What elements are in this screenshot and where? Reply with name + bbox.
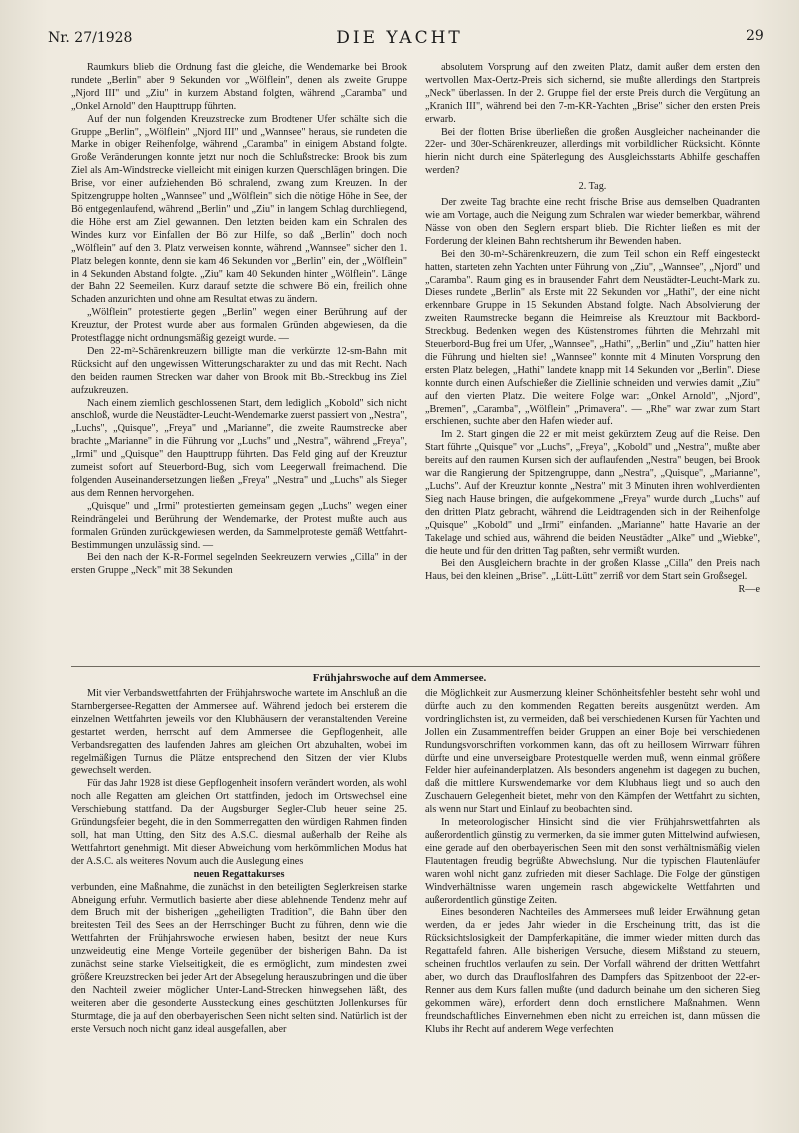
paragraph: verbunden, eine Maßnahme, die zunächst in den beteiligten Seglerkreisen starke Abneigung erfuhr. Vermutlich basierte aber diese ablehnende Tendenz mehr auf dem Bruch mit der bisherigen „geheiligten Tradition", die Bahn über den breitesten Teil des Sees an der Herrschinger Bucht zu führen, denn wie die Wettfahrten der Frühjahrswoche erwiesen haben, besitzt der neue Kurs unzweideutig eine Menge Vorteile gegenüber der bisherigen Bahn. Da ist zunächst seine starke Vielseitigkeit, die es ermöglicht, zum mindesten zwei größere Kreuzstrecken bei jeder Art der Absegelung herauszubringen und die über den Nachteil zweier möglicher Unter-Land-Strecken hinwegsehen läßt, des weiteren aber die gesonderte Aussteckung eines geschützten Jollenkurses für Sturmtage, die ja auf den oberbayerischen Seen nicht selten sind. Natürlich ist der erste Versuch noch nicht ganz ideal ausgefallen, aber — [71, 881, 407, 1035]
paragraph: Der zweite Tag brachte eine recht frische Brise aus demselben Quadranten wie am Vortage, auch die Neigung zum Schralen war wieder bemerkbar, während Nässe von oben den Seglern erspart blieb. Die Richter ließen es mit der Forderung der kleinen Bahn rechtsherum ihr Bewenden haben. — [425, 197, 760, 247]
paragraph: „Wölflein" protestierte gegen „Berlin" wegen einer Berührung auf der Kreuztur, der Protest wurde aber aus formalen Gründen abgewiesen, da die Protestflagge nicht ordnungsmäßig gezeigt wurde. — — [71, 307, 407, 345]
section-divider — [71, 666, 760, 667]
paragraph: Bei den 30-m²-Schärenkreuzern, die zum Teil schon ein Reff eingesteckt hatten, starteten zehn Yachten unter Führung von „Ziu", „Wannsee", „Njord" und „Caramba". Raum ging es in brausender Fahrt dem Neustädter-Leucht-Mark zu. Dieses rundete „Berlin" als Erste mit 22 Sekunden vor „Hathi", der eine nicht erkennbare Gruppe in 15 Sekunden Abstand folgte. Nach Absolvierung der zweiten Raumstrecke begann die Heimreise als Kreuztour mit Backbord-Streckbug. Bedenken wegen des Küstenstromes führten die Mehrzahl mit Steuerbord-Bug frei um Ufer, „Wannsee", „Hathi", „Berlin" und „Ziu" hatten hier die Führung und hielten sie! „Wannsee" konnte mit 4 Minuten Vorsprung den ersten Platz belegen, „Hathi" landete knapp mit 14 Sekunden vor „Berlin". Diese konnte durch einen Aufschießer die Ziellinie schneiden und verwies damit „Ziu" auf den vierten Platz. Die weitere Folge war: „Onkel Arnold", „Njord", „Bremen", „Caramba", „Wölflein" „Primavera". — „Rhe" war zwar zum Start erschienen, suchte aber den Hafen wieder auf. — [425, 248, 760, 428]
paragraph: Den 22-m²-Schärenkreuzern billigte man die verkürzte 12-sm-Bahn mit Rücksicht auf den ungewissen Witterungscharakter zu und das mit Recht. Nach den beiden raumen Strecken war daher von Brook mit Bb.-Streckbug ins Ziel aufzukreuzen. — [71, 345, 407, 396]
paragraph: die Möglichkeit zur Ausmerzung kleiner Schönheitsfehler besteht sehr wohl und dürfte auch zu den kommenden Regatten bereits ausgenützt werden. Am vordringlichsten ist, zu vermeiden, daß bei verschiedenen Kursen für Yachten und Jollen ein Zusammentreffen beider Gruppen an einer Boje bei verschiedenen Rundungsvorschriften vorkommen kann, das oft zu heillosem Wirrwarr führen dürfte und eine unverseigbare Protestquelle werden muß, wenn einmal größere Felder hier aufeinanderplatzen. Als besonders angenehm ist dagegen zu buchen, daß die mittlere Kurswendemarke vor dem Klubhaus liegt und so auch den Zuschauern Gelegenheit bietet, mehr von den Kämpfen der Wettfahrt zu sichten, als wenn nur Start und Einlauf zu beobachten sind. — [425, 688, 760, 816]
subheading-new-regatta-course: neuen Regattakurses — [193, 868, 285, 880]
paragraph: absolutem Vorsprung auf den zweiten Platz, damit außer dem ersten den wertvollen Max-Oertz-Preis sich sichernd, sie mußte allerdings den Startpreis „Neck" überlassen. In der 2. Gruppe fiel der erste Preis durch die Vergütung an „Kranich III", während bei den 7-m-KR-Yachten „Brise" sicher den ersten Preis erwarb. — [425, 62, 760, 125]
paragraph: Mit vier Verbandswettfahrten der Frühjahrswoche wartete im Anschluß an die Starnbergersee-Regatten der Ammersee auf. Während jedoch bei ersterem die einzelnen Wettfahrten jeweils vor den Klubhäusern der veranstaltenden Vereine gestartet werden, herrscht auf dem Ammersee die Gepflogenheit, alle Verbandsregatten des laufenden Jahres am gleichen Ort abzuhalten, wobei im regelmäßigen Turnus die Plätze entsprechend den Sitzen der vier Klubs gewechselt werden. — [71, 688, 407, 777]
paragraph: Nach einem ziemlich geschlossenen Start, dem lediglich „Kobold" sich nicht anschloß, wurde die Neustädter-Leucht-Wendemarke zuerst passiert von „Nestra", „Luchs", „Quisque", „Freya" und „Marianne", die zweite Raumstrecke aber brachte „Marianne" in die Führung vor „Luchs" und „Nestra", während „Freya", „Irmi" und „Quisque" den Haupttrupp führten. Das Feld ging auf der Kreuztur zumeist sofort auf Steuerbord-Bug, sich vom Leegerwall freimachend. Die folgenden Auseinandersetzungen ließen „Freya" „Nestra" und „Luchs" als Sieger aus dem Rennen hervorgehen. — [71, 397, 407, 499]
issue-number: Nr. 27/1928 — [48, 30, 133, 46]
column-1-race-report — [71, 62, 407, 668]
section-heading-day-2: 2. Tag. — [578, 181, 607, 193]
paragraph: Bei den nach der K-R-Formel segelnden Seekreuzern verwies „Cilla" in der ersten Gruppe „Neck" mit 38 Sekunden — [71, 552, 407, 577]
paragraph: „Quisque" und „Irmi" protestierten gemeinsam gegen „Luchs" wegen einer Reindrängelei und Berührung der Wendemarke, der Protest mußte auch aus formalen Gründen zurückgewiesen werden, da Sammelproteste gemäß Wettfahrt-Bestimmungen unzulässig sind. — — [71, 500, 407, 551]
paragraph: Auf der nun folgenden Kreuzstrecke zum Brodtener Ufer schälte sich die Gruppe „Berlin", „Wölflein" „Njord III" und „Wannsee" heraus, sie rundeten die Marke in obiger Reihenfolge, während „Caramba" in einigem Abstand folgte. Große Veränderungen konnte jetzt nur noch die Schlußstrecke: Brook bis zum Ziel als Am-Windstrecke vielleicht mit einigen kurzen Querschlägen bringen. Die Brise, vor einer aufziehenden Bö schralend, zwang zum Kreuzen. In der Spitzengruppe holten „Wannsee" und „Wölflein" sich die nötige Höhe in See, der Bö entgegenlaufend, während „Berlin" und „Ziu" in langem Schlag durchliegend, die Höhe erst am Ziel gewannen. Den letzten beiden kam ein Schralen des Windes kurz vor Einfallen der Bö zur Hilfe, so daß „Berlin" doch noch „Wölflein" auf den 3. Platz verweisen konnte, während „Wannsee" sicher den 1. Platz belegen konnte, denn sie kam 46 Sekunden vor „Berlin" ein, der „Wölflein" in 4 Sekunden Abstand folgte. „Ziu" kam 40 Sekunden hinter „Wölflein". Länge der Bahn 22 Seemeilen. Kurz darauf setzte die schwere Bö ein, freilich ohne Schaden anzurichten und ohne am Resultat etwas zu ändern. — [71, 113, 407, 306]
author-signature: R—e — [738, 584, 760, 596]
page-number: 29 — [746, 28, 764, 44]
article-title: Frühjahrswoche auf dem Ammersee. — [312, 672, 487, 684]
paragraph: In meteorologischer Hinsicht sind die vier Frühjahrswettfahrten als außerordentlich günstig zu vermerken, da sie immer guten Mittelwind aufwiesen, eine gerade auf den oberbayerischen Seen mit den sonst verhältnismäßig vielen Flautentagen freudig begrüßte Abwechslung. Nur die typischen Flautenläufer waren wohl nicht ganz zufrieden mit dieser Sachlage. Die Folge der günstigen Windverhältnisse waren ungemein rasch abgewickelte Wettfahrten und außerordentlich günstige Zeiten. — [425, 817, 760, 906]
column-2-race-report — [425, 62, 760, 668]
paragraph: Eines besonderen Nachteiles des Ammersees muß leider Erwähnung getan werden, da er jedes Jahr wieder in die Erscheinung tritt, das ist die Rücksichtslosigkeit der Dampferkapitäne, die immer wieder mitten durch das Regattafeld fahren. Alle bisherigen Versuche, diesem Mißstand zu steuern, scheinen fruchtlos verlaufen zu sein. Der Vorfall während der dritten Wettfahrt aber, wo durch das Draufloslfahren des Dampfers das Spitzenboot der 22-er-Renner aus dem Kurs fallen mußte (und dadurch beinahe um den sicheren Sieg gekommen wäre), erfordert denn doch ernstlichere Maßnahmen. Wenn freundschaftliches Einvernehmen eben nicht zu erreichen ist, dann müssen die Klubs ihr Recht auf anderem Wege verfechten — [425, 907, 760, 1035]
paragraph: Im 2. Start gingen die 22 er mit meist gekürztem Zeug auf die Reise. Den Start führte „Quisque" vor „Luchs", „Freya", „Kobold" und „Nestra", mußte aber bereits auf den raumen Kursen sich der auflaufenden „Nestra" beugen, bei Brook war die Rangierung der Spitzengruppe, dann „Nestra", „Quisque", „Marianne", „Luchs". Auf der Kreuztur konnte „Nestra" mit 3 Minuten ihren wohlverdienten Sieg nach Hause bringen, die aufgekommene „Freya" wurde durch „Luchs" auf den dritten Platz gebracht, während die Leidtragenden sich in der Reihenfolge „Quisque" „Kobold" und „Irmi" einfanden. „Marianne" hatte Havarie an der Takelage und schied aus, während die beiden Neustädter „Alke" und „Wiebke", die heute und für den dritten Tag paßten, sehr vermißt wurden. — [425, 429, 760, 557]
journal-title: DIE YACHT — [336, 28, 463, 48]
paragraph: Bei den Ausgleichern brachte in der großen Klasse „Cilla" den Preis nach Haus, bei den kleinen „Brise". „Lütt-Lütt" zerriß vor dem Start sein Großsegel. — [425, 558, 760, 583]
column-4-ammersee-article — [425, 688, 760, 1128]
column-3-ammersee-article — [71, 688, 407, 1128]
paragraph: Raumkurs blieb die Ordnung fast die gleiche, die Wendemarke bei Brook rundete „Berlin" aber 9 Sekunden vor „Wölflein", denen als zweite Gruppe „Njord III" und „Ziu" in kurzem Abstand folgten, während „Caramba" und „Onkel Arnold" den Haupttrupp führten. — [71, 62, 407, 112]
paragraph: Für das Jahr 1928 ist diese Gepflogenheit insofern verändert worden, als wohl noch alle Regatten am gleichen Ort stattfinden, jedoch im Ortswechsel eine Verschiebung stattfand. Da der Augsburger Segler-Club heuer seine 25. Gründungsfeier begeht, die in den Sommerregatten den würdigen Rahmen finden soll, hat man Utting, den Sitz des A.S.C. diesmal außerhalb der Reihe als Wettfahrtort genehmigt. Mit dieser Abweichung vom herkömmlichen Modus hat der A.S.C. als weiteres Novum auch die Auslegung eines — [71, 778, 407, 867]
paragraph: Bei der flotten Brise überließen die großen Ausgleicher nacheinander die 22er- und 30er-Schärenkreuzer, allerdings mit vorbildlicher Rücksicht. Könnte hierin nicht durch eine Späterlegung des Ausgleichsstarts Abhilfe geschaffen werden? — [425, 126, 760, 177]
